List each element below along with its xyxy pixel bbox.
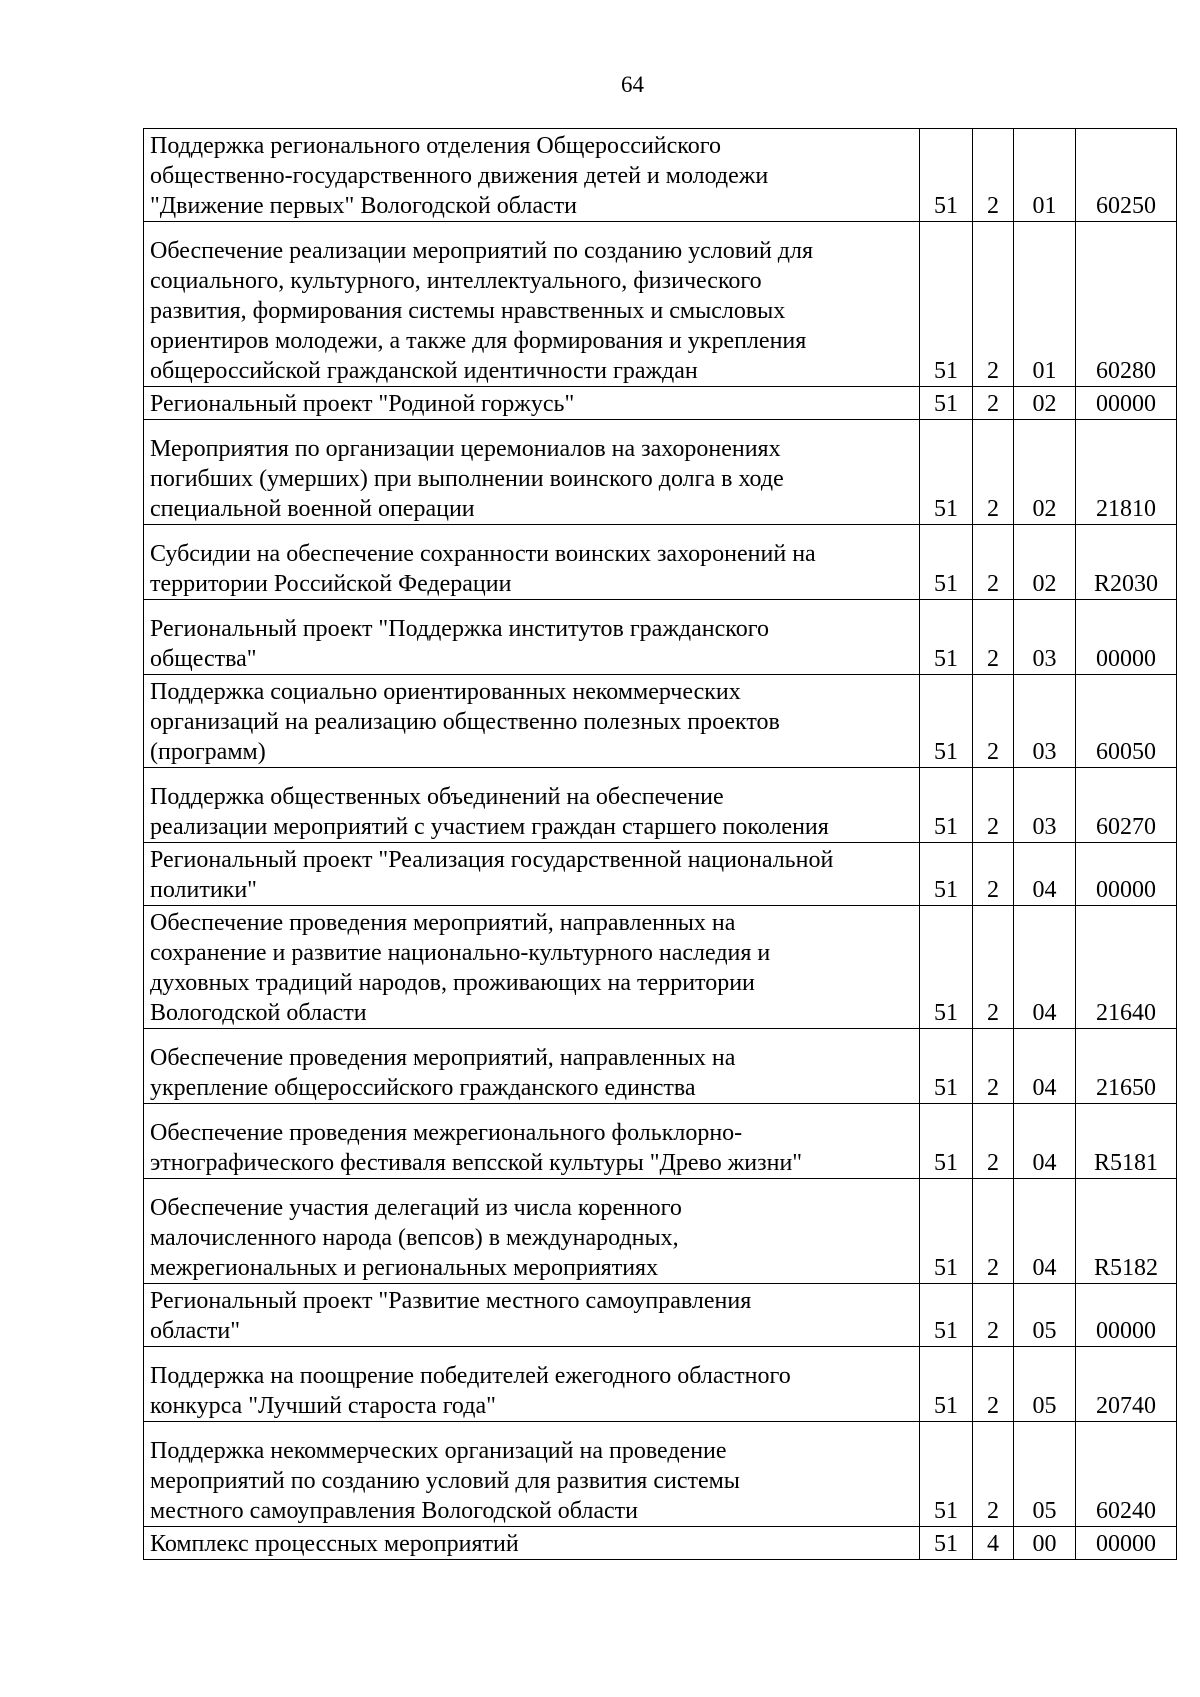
- table-row: [144, 675, 1177, 768]
- code-cell-1: 51: [920, 843, 973, 906]
- code-cell-1: 51: [920, 600, 973, 675]
- code-cell-3: 02: [1014, 387, 1076, 420]
- table-row: [144, 420, 1177, 525]
- row-name-cell: Комплекс процессных мероприятий: [144, 1527, 920, 1560]
- table-row: [144, 1284, 1177, 1347]
- code-cell-3: 05: [1014, 1422, 1076, 1527]
- code-cell-2: 2: [973, 1422, 1014, 1527]
- table-body: [144, 129, 1177, 1560]
- table-row: [144, 387, 1177, 420]
- code-cell-3: 03: [1014, 600, 1076, 675]
- code-cell-2: 2: [973, 1347, 1014, 1422]
- table-row: [144, 222, 1177, 387]
- table-row: [144, 1422, 1177, 1527]
- code-cell-3: 04: [1014, 843, 1076, 906]
- code-cell-3: 05: [1014, 1347, 1076, 1422]
- code-cell-2: 2: [973, 675, 1014, 768]
- code-cell-2: 2: [973, 222, 1014, 387]
- code-cell-2: 2: [973, 768, 1014, 843]
- code-cell-1: 51: [920, 129, 973, 222]
- table-row: [144, 843, 1177, 906]
- code-cell-3: 04: [1014, 1179, 1076, 1284]
- code-cell-3: 04: [1014, 1029, 1076, 1104]
- row-name-cell: Поддержка на поощрение победителей ежегодного областного конкурса "Лучший староста года": [144, 1347, 920, 1422]
- code-cell-2: 2: [973, 420, 1014, 525]
- code-cell-1: 51: [920, 420, 973, 525]
- row-name-cell: Поддержка общественных объединений на обеспечение реализации мероприятий с участием граждан старшего поколения: [144, 768, 920, 843]
- code-cell-1: 51: [920, 675, 973, 768]
- code-cell-2: 2: [973, 1179, 1014, 1284]
- table-row: [144, 1347, 1177, 1422]
- table-row: [144, 906, 1177, 1029]
- code-cell-4: 20740: [1076, 1347, 1177, 1422]
- code-cell-2: 2: [973, 906, 1014, 1029]
- table-row: [144, 1104, 1177, 1179]
- table-row: [144, 768, 1177, 843]
- code-cell-4: 21640: [1076, 906, 1177, 1029]
- code-cell-3: 01: [1014, 129, 1076, 222]
- code-cell-2: 2: [973, 1104, 1014, 1179]
- code-cell-3: 05: [1014, 1284, 1076, 1347]
- code-cell-3: 03: [1014, 768, 1076, 843]
- row-name-cell: Субсидии на обеспечение сохранности воинских захоронений на территории Российской Федерации: [144, 525, 920, 600]
- row-name-cell: Региональный проект "Родиной горжусь": [144, 387, 920, 420]
- code-cell-4: 21810: [1076, 420, 1177, 525]
- row-name-cell: Поддержка социально ориентированных некоммерческих организаций на реализацию общественно полезных проектов (программ): [144, 675, 920, 768]
- table-row: [144, 1179, 1177, 1284]
- code-cell-4: R5182: [1076, 1179, 1177, 1284]
- code-cell-4: R5181: [1076, 1104, 1177, 1179]
- code-cell-3: 03: [1014, 675, 1076, 768]
- row-name-cell: Обеспечение участия делегаций из числа коренного малочисленного народа (вепсов) в международных, межрегиональных и региональных мероприятиях: [144, 1179, 920, 1284]
- table-row: [144, 525, 1177, 600]
- code-cell-2: 4: [973, 1527, 1014, 1560]
- code-cell-3: 02: [1014, 420, 1076, 525]
- code-cell-3: 00: [1014, 1527, 1076, 1560]
- code-cell-2: 2: [973, 387, 1014, 420]
- code-cell-1: 51: [920, 387, 973, 420]
- code-cell-4: R2030: [1076, 525, 1177, 600]
- code-cell-4: 60250: [1076, 129, 1177, 222]
- code-cell-1: 51: [920, 1347, 973, 1422]
- code-cell-4: 00000: [1076, 1284, 1177, 1347]
- code-cell-2: 2: [973, 1284, 1014, 1347]
- code-cell-1: 51: [920, 1284, 973, 1347]
- code-cell-4: 00000: [1076, 1527, 1177, 1560]
- row-name-cell: Обеспечение проведения мероприятий, направленных на укрепление общероссийского гражданского единства: [144, 1029, 920, 1104]
- table-row: [144, 129, 1177, 222]
- code-cell-3: 04: [1014, 906, 1076, 1029]
- code-cell-4: 60270: [1076, 768, 1177, 843]
- code-cell-1: 51: [920, 525, 973, 600]
- code-cell-4: 60280: [1076, 222, 1177, 387]
- code-cell-1: 51: [920, 1179, 973, 1284]
- budget-table: [143, 128, 1177, 1560]
- code-cell-3: 04: [1014, 1104, 1076, 1179]
- row-name-cell: Поддержка некоммерческих организаций на проведение мероприятий по созданию условий для развития системы местного самоуправления Вологодской области: [144, 1422, 920, 1527]
- row-name-cell: Региональный проект "Развитие местного самоуправления области": [144, 1284, 920, 1347]
- code-cell-2: 2: [973, 1029, 1014, 1104]
- code-cell-3: 01: [1014, 222, 1076, 387]
- code-cell-2: 2: [973, 129, 1014, 222]
- code-cell-1: 51: [920, 768, 973, 843]
- row-name-cell: Поддержка регионального отделения Общероссийского общественно-государственного движения детей и молодежи "Движение первых" Вологодской области: [144, 129, 920, 222]
- code-cell-1: 51: [920, 1104, 973, 1179]
- code-cell-4: 60240: [1076, 1422, 1177, 1527]
- code-cell-1: 51: [920, 1422, 973, 1527]
- code-cell-4: 21650: [1076, 1029, 1177, 1104]
- code-cell-4: 00000: [1076, 600, 1177, 675]
- row-name-cell: Региональный проект "Поддержка институтов гражданского общества": [144, 600, 920, 675]
- code-cell-1: 51: [920, 906, 973, 1029]
- table-row: [144, 600, 1177, 675]
- code-cell-1: 51: [920, 1527, 973, 1560]
- code-cell-1: 51: [920, 222, 973, 387]
- code-cell-4: 00000: [1076, 843, 1177, 906]
- code-cell-3: 02: [1014, 525, 1076, 600]
- table-row: [144, 1029, 1177, 1104]
- row-name-cell: Обеспечение реализации мероприятий по созданию условий для социального, культурного, интеллектуального, физического развития, формирования системы нравственных и смысловых ориентиров молодежи, а также для формирования и укрепления общероссийской гражданской идентичности граждан: [144, 222, 920, 387]
- row-name-cell: Мероприятия по организации церемониалов на захоронениях погибших (умерших) при выполнении воинского долга в ходе специальной военной операции: [144, 420, 920, 525]
- row-name-cell: Обеспечение проведения мероприятий, направленных на сохранение и развитие национально-культурного наследия и духовных традиций народов, проживающих на территории Вологодской области: [144, 906, 920, 1029]
- row-name-cell: Обеспечение проведения межрегионального фольклорно- этнографического фестиваля вепсской культуры "Древо жизни": [144, 1104, 920, 1179]
- code-cell-4: 60050: [1076, 675, 1177, 768]
- row-name-cell: Региональный проект "Реализация государственной национальной политики": [144, 843, 920, 906]
- code-cell-1: 51: [920, 1029, 973, 1104]
- page-number: 64: [621, 72, 644, 97]
- code-cell-2: 2: [973, 843, 1014, 906]
- code-cell-2: 2: [973, 600, 1014, 675]
- code-cell-2: 2: [973, 525, 1014, 600]
- code-cell-4: 00000: [1076, 387, 1177, 420]
- table-row: [144, 1527, 1177, 1560]
